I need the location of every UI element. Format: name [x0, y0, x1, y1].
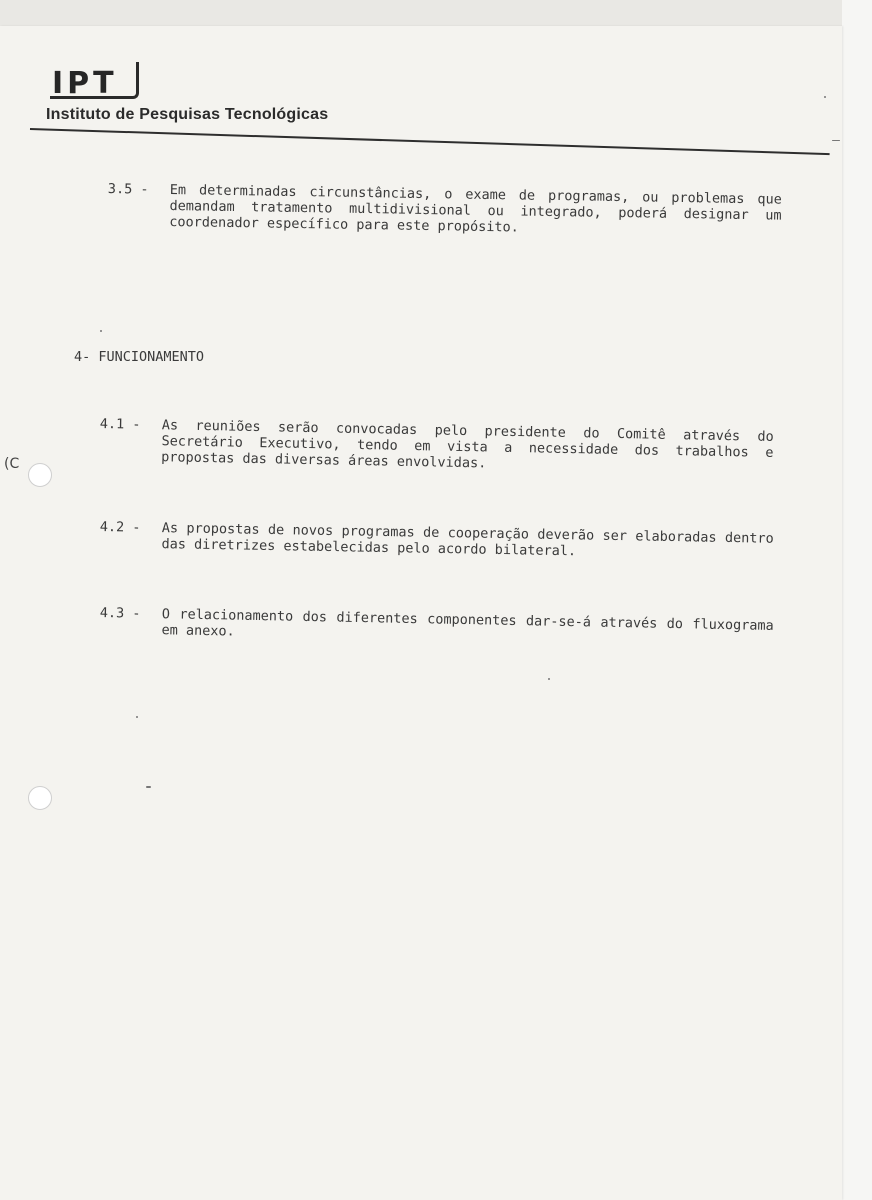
- paragraph-text: O relacionamento dos diferentes componentes dar-se-á através do fluxograma em anexo.: [161, 606, 774, 640]
- paragraph-number: 3.5 -: [107, 181, 149, 198]
- scan-speck: [824, 96, 826, 98]
- scan-speck: [136, 716, 138, 718]
- scan-speck: [146, 786, 151, 788]
- logo: IPT: [52, 66, 118, 101]
- scan-speck: [832, 140, 840, 141]
- paragraph-text: As reuniões serão convocadas pelo presidente do Comitê através do Secretário Executivo, tendo em vista a necessidade dos trabalhos e propostas das diversas áreas envolvidas.: [161, 417, 774, 472]
- paragraph-number: 4.2 -: [99, 519, 141, 536]
- institute-name: Instituto de Pesquisas Tecnológicas: [46, 106, 329, 123]
- scan-speck: [100, 330, 102, 332]
- section-heading: 4- FUNCIONAMENTO: [74, 349, 205, 365]
- paragraph-number: 4.3 -: [99, 605, 141, 622]
- punch-hole-lower: [28, 786, 52, 810]
- paragraph-text: Em determinadas circunstâncias, o exame de programas, ou problemas que demandam tratamento multidivisional ou integrado, poderá designar um coordenador específico para este propósito.: [169, 181, 782, 236]
- punch-hole-upper: [28, 463, 52, 487]
- margin-mark: (C: [4, 456, 20, 472]
- paragraph-text: As propostas de novos programas de cooperação deverão ser elaboradas dentro das diretrizes estabelecidas pelo acordo bilateral.: [161, 520, 774, 560]
- scan-speck: [548, 678, 550, 680]
- paragraph-number: 4.1 -: [99, 416, 141, 433]
- page-edge: [842, 0, 872, 1200]
